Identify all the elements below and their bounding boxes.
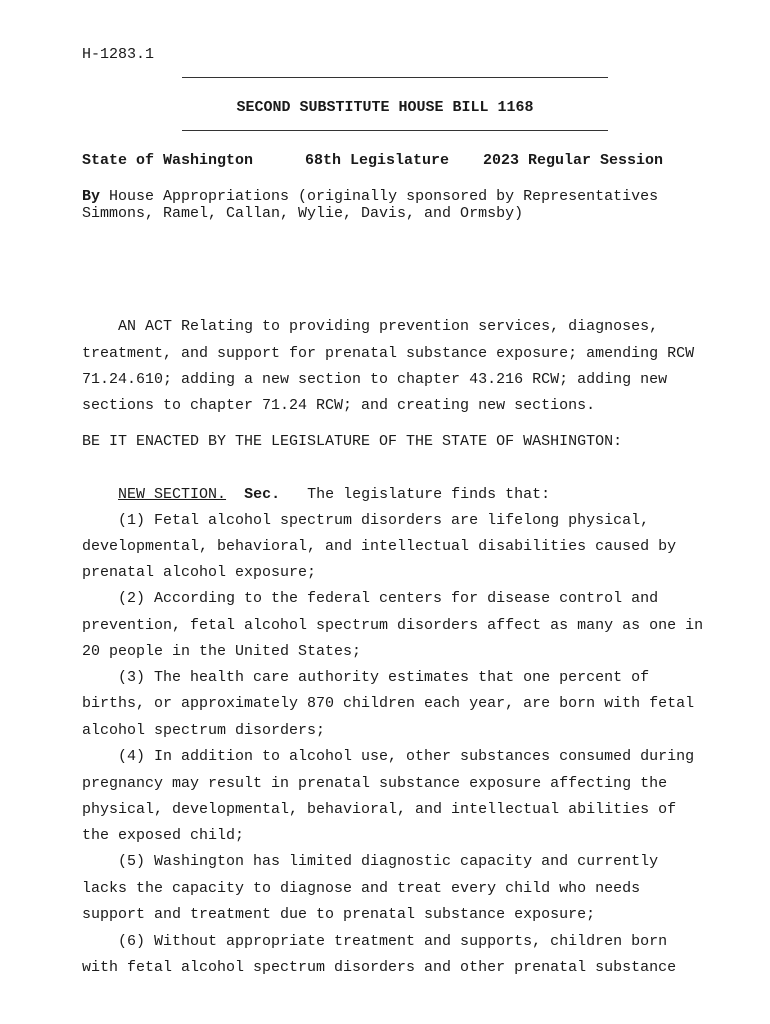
session-name: 2023 Regular Session	[483, 152, 664, 169]
finding-line: support and treatment due to prenatal substance exposure;	[82, 906, 596, 923]
finding-line: (2) According to the federal centers for disease control and	[82, 590, 659, 607]
sponsor-line-2: Simmons, Ramel, Callan, Wylie, Davis, and Ormsby)	[82, 205, 524, 222]
session-legislature: 68th Legislature	[305, 152, 450, 169]
act-line: sections to chapter 71.24 RCW; and creating new sections.	[82, 397, 596, 414]
session-state: State of Washington	[82, 152, 254, 169]
finding-line: prevention, fetal alcohol spectrum disorders affect as many as one in	[82, 617, 704, 634]
section-heading	[82, 486, 550, 503]
finding-line: alcohol spectrum disorders;	[82, 722, 326, 739]
finding-line: (1) Fetal alcohol spectrum disorders are lifelong physical,	[82, 512, 650, 529]
enacting-clause: BE IT ENACTED BY THE LEGISLATURE OF THE STATE OF WASHINGTON:	[82, 433, 623, 450]
finding-line: physical, developmental, behavioral, and intellectual abilities of	[82, 801, 677, 818]
sponsor-by-label: By	[82, 188, 101, 205]
finding-line: the exposed child;	[82, 827, 245, 844]
sec-label: Sec.	[244, 486, 281, 503]
finding-line: 20 people in the United States;	[82, 643, 362, 660]
act-line: AN ACT Relating to providing prevention services, diagnoses,	[82, 318, 659, 335]
finding-line: (3) The health care authority estimates that one percent of	[82, 669, 650, 686]
finding-line: (4) In addition to alcohol use, other substances consumed during	[82, 748, 695, 765]
finding-line: pregnancy may result in prenatal substance exposure affecting the	[82, 775, 668, 792]
sponsor-line-1	[82, 188, 658, 205]
act-line: 71.24.610; adding a new section to chapter 43.216 RCW; adding new	[82, 371, 668, 388]
finding-line: births, or approximately 870 children each year, are born with fetal	[82, 695, 695, 712]
act-line: treatment, and support for prenatal substance exposure; amending RCW	[82, 345, 695, 362]
bill-title: SECOND SUBSTITUTE HOUSE BILL 1168	[236, 99, 534, 116]
sponsor-text-1: House Appropriations (originally sponsored by Representatives	[100, 188, 659, 205]
title-rule-top	[182, 77, 608, 78]
section-intro: The legislature finds that:	[307, 486, 551, 503]
finding-line: prenatal alcohol exposure;	[82, 564, 317, 581]
new-section-label: NEW SECTION.	[118, 486, 227, 503]
finding-line: (5) Washington has limited diagnostic capacity and currently	[82, 853, 659, 870]
finding-line: lacks the capacity to diagnose and treat every child who needs	[82, 880, 641, 897]
document-id: H-1283.1	[82, 46, 155, 63]
finding-line: developmental, behavioral, and intellectual disabilities caused by	[82, 538, 677, 555]
title-rule-bottom	[182, 130, 608, 131]
finding-line: (6) Without appropriate treatment and supports, children born	[82, 933, 668, 950]
finding-line: with fetal alcohol spectrum disorders and other prenatal substance	[82, 959, 677, 976]
